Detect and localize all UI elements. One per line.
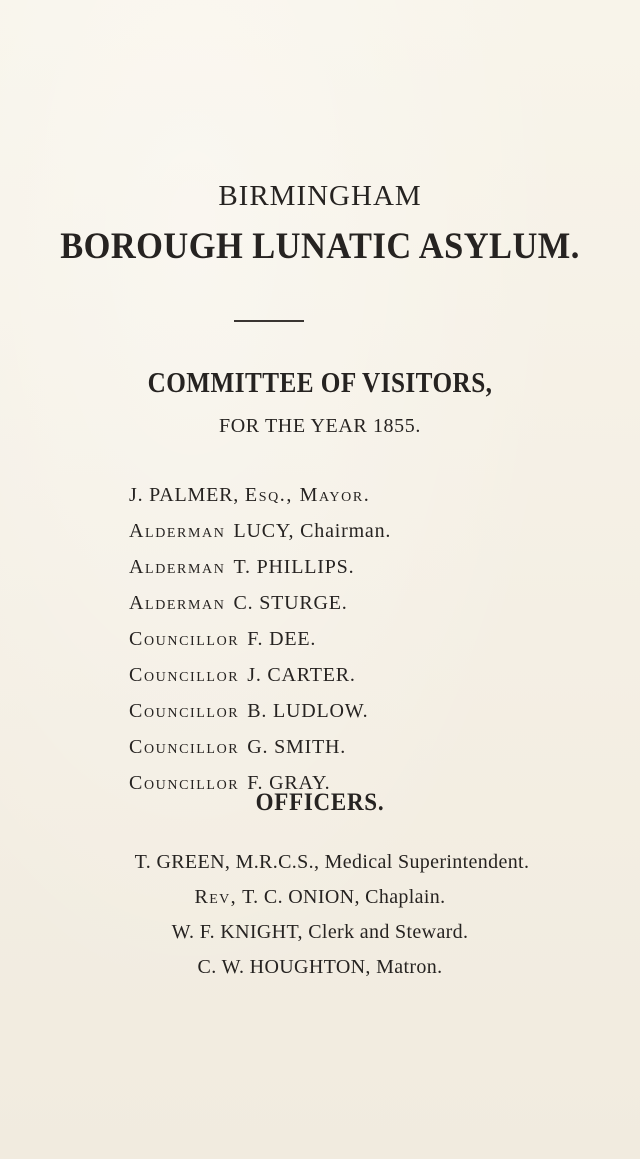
officer-text: W. F. KNIGHT, Clerk and Steward. [171,921,469,943]
committee-member [129,549,391,585]
member-name: J. CARTER. [247,664,356,686]
committee-heading: COMMITTEE OF VISITORS, [147,368,493,399]
committee-member [129,621,391,657]
committee-member [129,729,391,765]
member-name: F. DEE. [247,628,317,650]
committee-member [129,585,391,621]
member-name: G. SMITH. [247,736,347,758]
city-name: BIRMINGHAM [218,180,422,212]
institution-title: BOROUGH LUNATIC ASYLUM. [60,226,580,267]
committee-year: FOR THE YEAR 1855. [219,415,421,437]
officer-prefix: Rev, [194,886,238,908]
member-title: Councillor [129,736,240,758]
member-title: Councillor [129,628,240,650]
officer-line [0,917,640,947]
member-title: Esq., Mayor. [244,484,371,506]
member-name: F. GRAY. [247,772,331,794]
officer-line [12,847,640,877]
committee-members-list [129,477,391,801]
officers-heading: OFFICERS. [255,789,385,816]
committee-member [129,693,391,729]
committee-member-mayor [129,477,391,513]
officer-text: C. W. HOUGHTON, Matron. [197,956,443,978]
officer-line [0,952,640,982]
member-title: Alderman [129,556,226,578]
member-title: Alderman [129,592,226,614]
member-name: C. STURGE. [233,592,348,614]
divider-rule [234,320,304,322]
member-title: Councillor [129,700,240,722]
committee-member [129,657,391,693]
member-title: Alderman [129,520,226,542]
member-name: T. PHILLIPS. [233,556,355,578]
officer-text: T. C. ONION, Chaplain. [242,886,446,908]
member-name: LUCY, Chairman. [233,520,392,542]
member-name: J. PALMER, [129,484,240,506]
committee-member [129,513,391,549]
member-title: Councillor [129,664,240,686]
officer-text: T. GREEN, M.R.C.S., Medical Superintendent. [134,851,530,873]
member-name: B. LUDLOW. [247,700,369,722]
officer-line [0,882,640,912]
member-title: Councillor [129,772,240,794]
